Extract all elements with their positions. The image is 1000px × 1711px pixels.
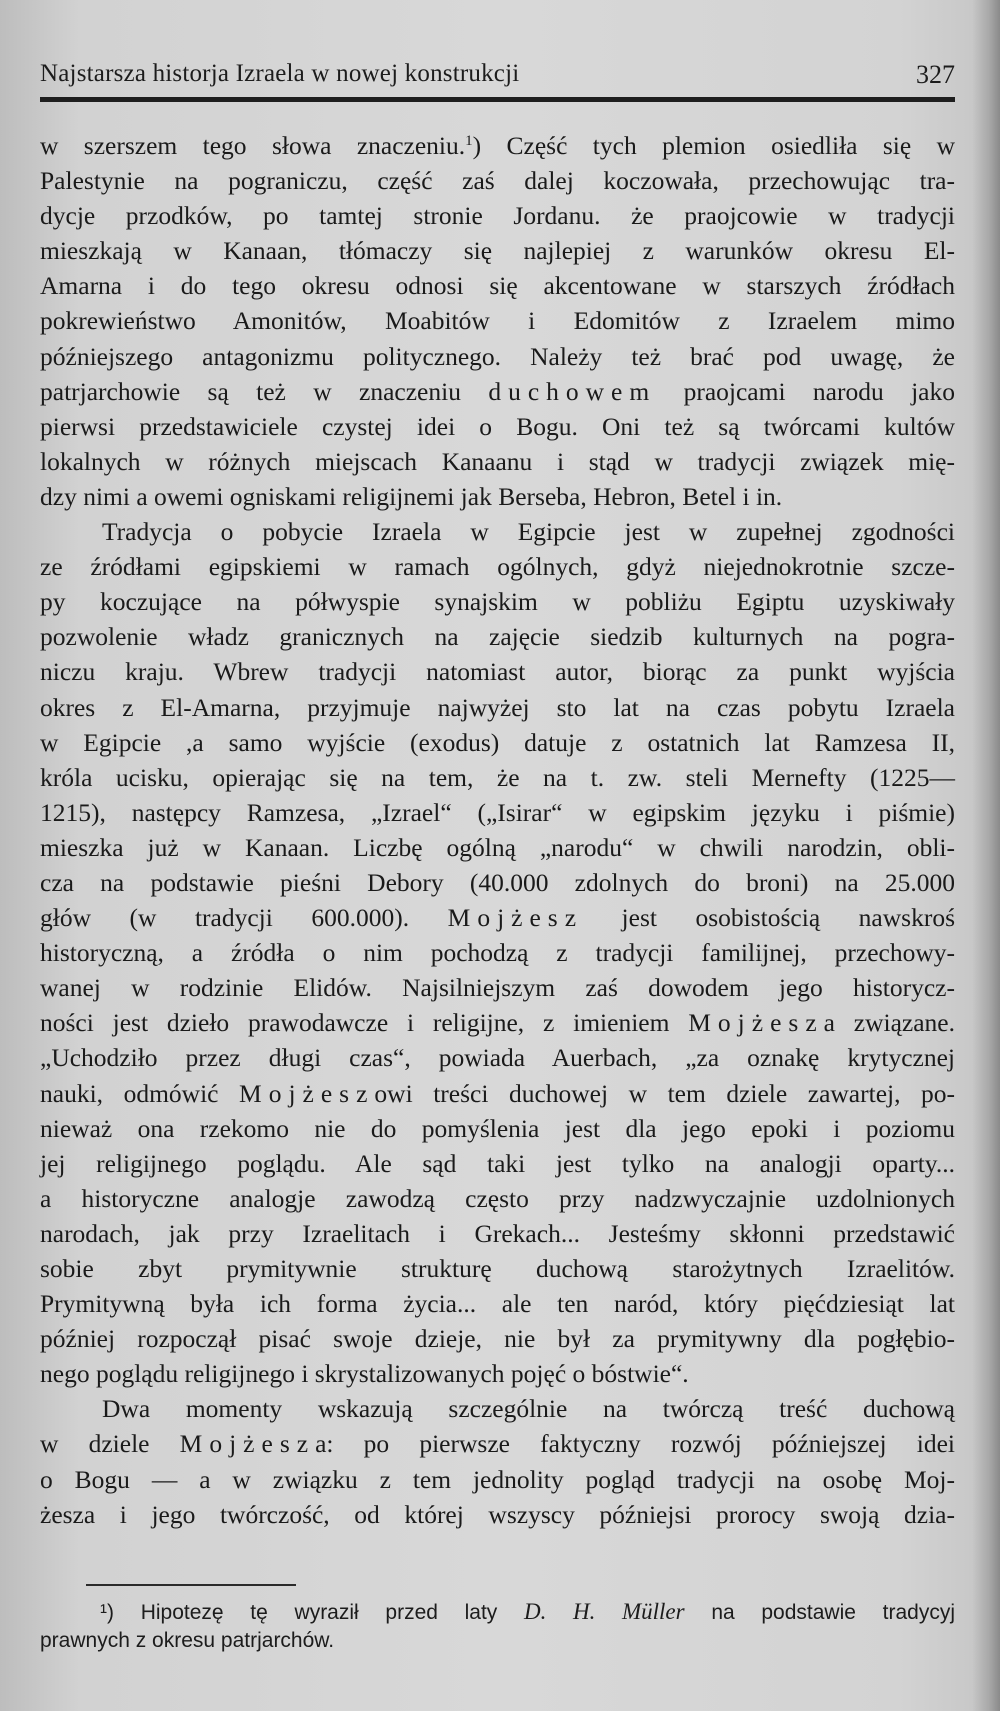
emphasized-word: Mojżesz xyxy=(447,903,584,933)
text-line: żesza i jego twórczość, od której wszyscy późniejsi prorocy swoją dzia- xyxy=(40,1499,955,1529)
text-line: Palestynie na pograniczu, część zaś dalej koczowała, przechowując tra- xyxy=(40,166,955,196)
page-header xyxy=(40,60,955,100)
text-line: wanej w rodzinie Elidów. Najsilniejszym zaś dowodem jego historycz- xyxy=(40,973,955,1003)
text-line: Dwa momenty wskazują szczególnie na twórczą treść duchową xyxy=(102,1394,955,1424)
text-line: dzy nimi a owemi ogniskami religijnemi jak Berseba, Hebron, Betel i in. xyxy=(40,481,783,511)
text-line: mieszkają w Kanaan, tłómaczy się najlepiej z warunków okresu El- xyxy=(40,236,955,266)
footnote-line: prawnych z okresu patrjarchów. xyxy=(40,1629,335,1652)
text-line: króla ucisku, opierając się na tem, że na t. zw. steli Mernefty (1225— xyxy=(40,762,955,792)
text-line: mieszka już w Kanaan. Liczbę ogólną „narodu“ w chwili narodzin, obli- xyxy=(40,832,955,862)
footnote xyxy=(40,1598,955,1655)
text-line: 1215), następcy Ramzesa, „Izrael“ („Isirar“ w egipskim języku i piśmie) xyxy=(40,797,955,827)
text-line: w szerszem tego słowa znaczeniu.$^1$) Część tych plemion osiedliła się w xyxy=(40,131,955,160)
text-line: sobie zbyt prymitywnie strukturę duchową starożytnych Izraelitów. xyxy=(40,1254,955,1283)
emphasized-word: Mojżesz xyxy=(179,1429,316,1459)
emphasized-word: Mojżesz xyxy=(688,1008,824,1038)
emphasized-word: duchowem xyxy=(488,376,657,406)
page-edge-shadow xyxy=(972,0,1000,1711)
text-line: niczu kraju. Wbrew tradycji natomiast autor, biorąc za punkt wyjścia xyxy=(40,657,955,687)
text-line: Tradycja o pobycie Izraela w Egipcie jest w zupełnej zgodności xyxy=(102,517,955,547)
text-line: Amarna i do tego okresu odnosi się akcentowane w starszych źródłach xyxy=(40,271,955,301)
text-line: Prymitywną była ich forma życia... ale ten naród, który pięćdziesiąt lat xyxy=(40,1289,955,1319)
text-line: a historyczne analogje zawodzą często przy nadzwyczajnie uzdolnionych xyxy=(40,1183,955,1213)
footnote-line xyxy=(40,1598,955,1627)
text-line: ze źródłami egipskiemi w ramach ogólnych, gdyż niejednokrotnie szcze- xyxy=(40,552,955,582)
page-number: 327 xyxy=(916,60,955,89)
text-line: pozwolenie władz granicznych na zajęcie siedzib kulturnych na pogra- xyxy=(40,622,955,652)
text-line: nauki, odmówić Mojżeszowi treści duchowej w tem dziele zawartej, po- xyxy=(40,1078,955,1108)
text-line: w dziele Mojżesza: po pierwsze faktyczny rozwój późniejszej idei xyxy=(40,1429,955,1459)
footnote-text: Hipotezę tę wyraził przed laty xyxy=(140,1601,498,1624)
text-line: pierwsi przedstawiciele czystej idei o Bogu. Oni też są twórcami kultów xyxy=(40,411,955,441)
text-line: później rozpoczął pisać swoje dzieje, nie był za prymitywny dla pogłębio- xyxy=(40,1324,955,1354)
text-line: ności jest dzieło prawodawcze i religijne, z imieniem Mojżesza związane. xyxy=(40,1008,955,1038)
text-line: pokrewieństwo Amonitów, Moabitów i Edomitów z Izraelem mimo xyxy=(40,306,955,336)
footnote-marker: ¹) xyxy=(100,1601,114,1624)
text-line: narodach, jak przy Izraelitach i Grekach... Jesteśmy skłonni przedstawić xyxy=(40,1218,955,1248)
footnote-ref: 1 xyxy=(465,133,473,149)
text-line: py koczujące na półwyspie synajskim w pobliżu Egiptu uzyskiwały xyxy=(40,587,955,617)
text-line: dycje przodków, po tamtej stronie Jordanu. że praojcowie w tradycji xyxy=(40,201,955,231)
text-line: o Bogu — a w związku z tem jednolity pogląd tradycji na osobę Moj- xyxy=(40,1464,955,1494)
main-text xyxy=(40,128,955,1532)
text-line: „Uchodziło przez długi czas“, powiada Auerbach, „za oznakę krytycznej xyxy=(40,1043,955,1073)
footnote-text: na podstawie tradycyj xyxy=(711,1601,955,1624)
text-line: historyczną, a źródła o nim pochodzą z tradycji familijnej, przechowy- xyxy=(40,938,955,968)
text-line: jej religijnego poglądu. Ale sąd taki jest tylko na analogji oparty... xyxy=(40,1148,955,1178)
text-line: w Egipcie ,a samo wyjście (exodus) datuje z ostatnich lat Ramzesa II, xyxy=(40,727,955,757)
text-line: głów (w tradycji 600.000). Mojżesz jest osobistością nawskroś xyxy=(40,903,955,933)
header-rule xyxy=(40,97,955,102)
footnote-author: D. H. Müller xyxy=(524,1599,685,1624)
emphasized-word: Mojżesz xyxy=(239,1078,375,1108)
text-line: nieważ ona rzekomo nie do pomyślenia jest dla jego epoki i poziomu xyxy=(40,1113,955,1143)
text-line: nego poglądu religijnego i skrystalizowanych pojęć o bóstwie“. xyxy=(40,1359,689,1389)
text-line: późniejszego antagonizmu politycznego. Należy też brać pod uwagę, że xyxy=(40,341,955,371)
footnote-rule xyxy=(86,1584,296,1586)
text-line: cza na podstawie pieśni Debory (40.000 zdolnych do broni) na 25.000 xyxy=(40,867,955,897)
running-title: Najstarsza historja Izraela w nowej konstrukcji xyxy=(40,60,520,87)
text-line: patrjarchowie są też w znaczeniu duchowem praojcami narodu jako xyxy=(40,376,955,406)
text-line: lokalnych w różnych miejscach Kanaanu i stąd w tradycji związek mię- xyxy=(40,446,955,476)
text-line: okres z El-Amarna, przyjmuje najwyżej sto lat na czas pobytu Izraela xyxy=(40,692,955,722)
